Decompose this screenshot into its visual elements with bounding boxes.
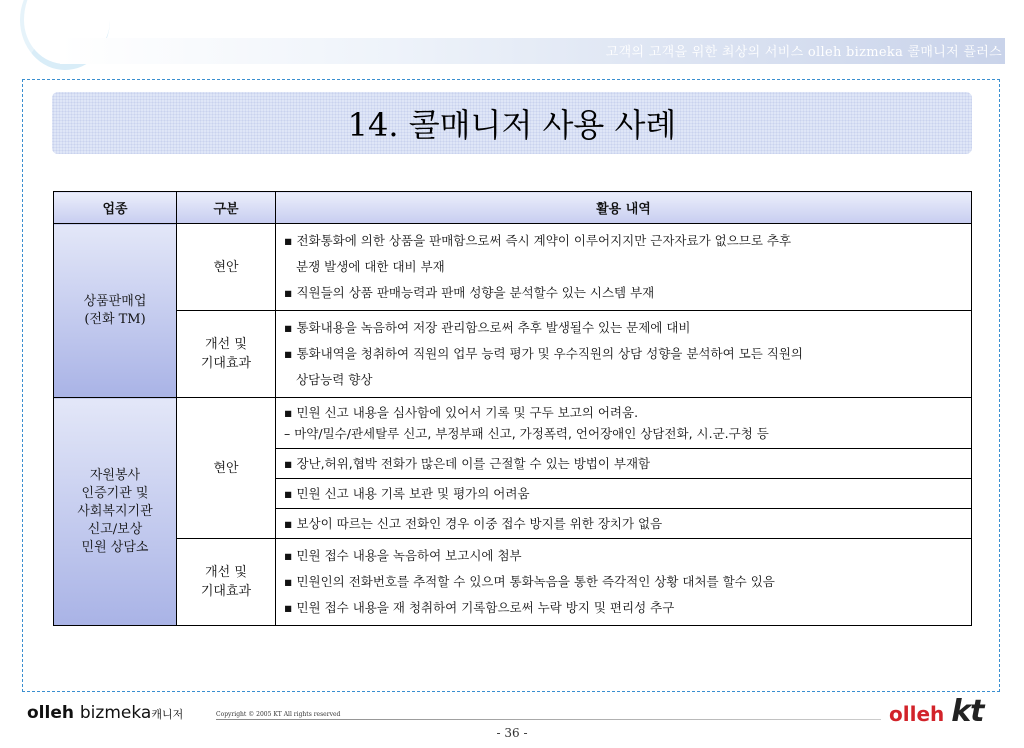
page-number: - 36 - (496, 726, 528, 740)
olleh-kt-logo (889, 694, 984, 729)
bullet-line: – 마약/밀수/관세탈루 신고, 부정부패 신고, 가정폭력, 언어장애인 상담전화, 시.군.구청 등 (284, 426, 769, 441)
header-tagline: 고객의 고객을 위한 최상의 서비스 olleh bizmeka 콜매니저 플러스 (605, 45, 1002, 60)
table-row (54, 398, 972, 449)
detail-cell (276, 311, 972, 398)
category-line: 자원봉사 (89, 467, 141, 483)
bullet-line: ▪ 전화통화에 의한 상품을 판매함으로써 즉시 계약이 이루어지지만 근자자료가 없으므로 추후 (284, 233, 792, 248)
division-label: 기대효과 (200, 356, 252, 371)
logo-sub: bizmeka (79, 703, 152, 723)
division-label: 개선 및 (205, 337, 247, 352)
detail-cell (276, 479, 972, 509)
division-cell (177, 311, 276, 398)
bullet-line: ▪ 통화내역을 청취하여 직원의 업무 능력 평가 및 우수직원의 상담 성향을 분석하여 모든 직원의 (284, 346, 803, 361)
bullet-line: ▪ 민원 접수 내용을 녹음하여 보고시에 첨부 (284, 548, 522, 563)
bullet-line: 상담능력 향상 (296, 372, 373, 387)
bullet-line: ▪ 통화내용을 녹음하여 저장 관리함으로써 추후 발생될수 있는 문제에 대비 (284, 320, 691, 335)
bullet-line: 분쟁 발생에 대한 대비 부재 (296, 259, 445, 274)
page-title: 14. 콜매니저 사용 사례 (347, 106, 677, 144)
detail-cell (276, 509, 972, 539)
division-label: 현안 (213, 259, 239, 275)
detail-cell (276, 539, 972, 626)
copyright-text: Copyright © 2005 KT All rights reserved (216, 711, 341, 718)
header-usage: 활용 내역 (276, 192, 972, 224)
usage-case-table (53, 191, 972, 626)
bullet-line: ▪ 보상이 따르는 신고 전화인 경우 이중 접수 방지를 위한 장치가 없음 (284, 516, 663, 531)
bullet-line: ▪ 민원 신고 내용 기록 보관 및 평가의 어려움 (284, 486, 530, 501)
category-line: 민원 상담소 (81, 539, 149, 555)
division-cell (177, 398, 276, 539)
division-cell (177, 539, 276, 626)
kt-logo-olleh: olleh (889, 702, 945, 726)
division-label: 기대효과 (200, 584, 252, 599)
footer-divider (216, 719, 881, 720)
division-label: 개선 및 (205, 565, 247, 580)
bullet-line: ▪ 직원들의 상품 판매능력과 판매 성향을 분석할수 있는 시스템 부재 (284, 285, 655, 300)
bullet-line: ▪ 민원인의 전화번호를 추적할 수 있으며 통화녹음을 통한 즉각적인 상황 대처를 할수 있음 (284, 574, 775, 589)
table-row (54, 539, 972, 626)
detail-cell (276, 224, 972, 311)
header-industry: 업종 (54, 192, 177, 224)
category-line: 인증기관 및 (81, 485, 149, 501)
category-line: 신고/보상 (87, 521, 143, 537)
table-row (54, 224, 972, 311)
title-box (52, 92, 972, 154)
bullet-line: ▪ 장난,허위,협박 전화가 많은데 이를 근절할 수 있는 방법이 부재함 (284, 456, 651, 471)
detail-cell (276, 398, 972, 449)
detail-cell (276, 449, 972, 479)
bullet-line: ▪ 민원 신고 내용을 심사함에 있어서 기록 및 구두 보고의 어려움. (284, 405, 639, 420)
category-cell (54, 224, 177, 398)
bizmeka-logo (27, 703, 183, 723)
division-cell (177, 224, 276, 311)
table-header-row (54, 192, 972, 224)
category-cell (54, 398, 177, 626)
bullet-line: ▪ 민원 접수 내용을 재 청취하여 기록함으로써 누락 방지 및 편리성 추구 (284, 600, 675, 615)
category-line: 상품판매업 (83, 293, 147, 309)
logo-main: olleh (27, 703, 74, 723)
table-row (54, 311, 972, 398)
category-line: 사회복지기관 (77, 503, 153, 519)
category-line: (전화 TM) (84, 311, 146, 327)
division-label: 현안 (213, 460, 239, 476)
header-division: 구분 (177, 192, 276, 224)
logo-suffix: 캐니저 (151, 708, 184, 721)
kt-logo-kt: kt (951, 694, 984, 729)
